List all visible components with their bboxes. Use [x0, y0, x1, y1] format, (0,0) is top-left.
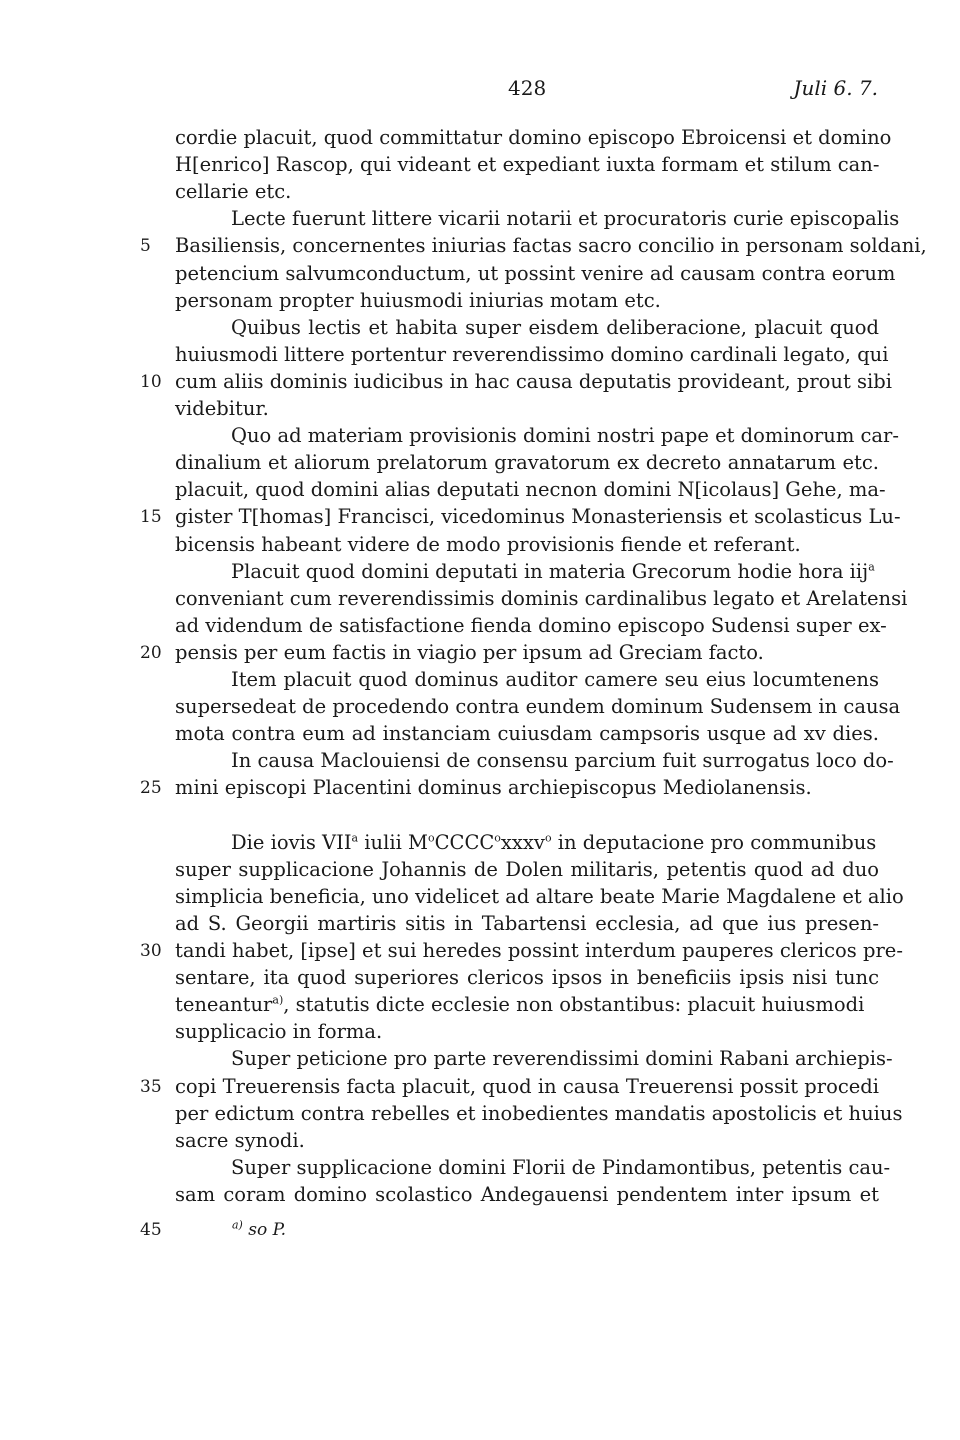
text-line	[175, 260, 896, 288]
line-number: 5	[140, 236, 151, 257]
text-line	[175, 341, 889, 369]
text-line	[175, 1181, 879, 1209]
superscript: a	[868, 560, 875, 574]
superscript: a	[351, 831, 359, 845]
text-segment: personam propter huiusmodi iniurias motam etc.	[175, 288, 661, 312]
text-segment: ad videndum de satisfactione fienda domino episcopo Sudensi super ex-	[175, 613, 887, 637]
footnote-marker: a)	[232, 1218, 243, 1232]
text-segment: tandi habet, [ipse] et sui heredes possint interdum pauperes clericos pre-	[175, 939, 903, 962]
text-line	[175, 1127, 879, 1155]
superscript: o	[427, 831, 435, 845]
text-line	[175, 720, 879, 748]
text-line	[175, 558, 879, 586]
superscript: o	[544, 831, 552, 845]
text-segment: Quibus lectis et habita super eisdem deliberacione, placuit quod	[231, 315, 879, 339]
text-line	[175, 585, 908, 613]
text-segment: in deputacione pro communibus	[551, 830, 877, 854]
text-segment: bicensis habeant videre de modo provisionis fiende et referant.	[175, 532, 801, 556]
text-line	[175, 232, 927, 260]
running-head: Juli 6. 7.	[793, 76, 878, 100]
page-number: 428	[508, 76, 547, 100]
text-line	[175, 368, 892, 396]
text-segment: dinalium et aliorum prelatorum gravatorum ex decreto annatarum etc.	[175, 451, 879, 475]
text-line	[175, 422, 899, 450]
text-line	[175, 1154, 891, 1182]
text-line	[175, 612, 887, 640]
text-segment: Super peticione pro parte reverendissimi domini Rabani archiepis-	[231, 1047, 893, 1071]
footnote-text	[232, 1216, 286, 1244]
line-number: 35	[140, 1076, 162, 1097]
text-segment: cellarie etc.	[175, 180, 292, 204]
text-line	[175, 829, 879, 857]
text-segment: iulii M	[358, 830, 428, 854]
text-segment: xxxv	[500, 830, 545, 854]
text-line	[175, 639, 879, 667]
text-line	[175, 449, 879, 477]
text-line	[175, 1100, 903, 1128]
line-number: 30	[140, 941, 162, 961]
text-segment: sam coram domino scolastico Andegauensi pendentem inter ipsum et	[175, 1182, 879, 1206]
text-segment: CCCC	[434, 830, 495, 854]
line-number: 20	[140, 642, 162, 663]
text-line	[175, 1018, 879, 1046]
line-number: 15	[140, 507, 162, 528]
text-segment: supplicacio in forma.	[175, 1020, 383, 1044]
text-segment: per edictum contra rebelles et inobedientes mandatis apostolicis et huius	[175, 1101, 903, 1125]
footnote-line-number: 45	[140, 1220, 162, 1240]
text-line	[175, 910, 879, 938]
text-segment: In causa Maclouiensi de consensu parcium fuit surrogatus loco do-	[231, 749, 894, 773]
text-segment: placuit, quod domini alias deputati necnon domini N[icolaus] Gehe, ma-	[175, 478, 886, 502]
superscript: o	[494, 831, 501, 845]
footnote-body: so P.	[242, 1220, 287, 1240]
text-segment: simplicia beneficia, uno videlicet ad altare beate Marie Magdalene et alio	[175, 884, 904, 908]
text-segment: huiusmodi littere portentur reverendissimo domino cardinali legato, qui	[175, 342, 889, 366]
text-line	[175, 1045, 893, 1073]
text-segment: copi Treuerensis facta placuit, quod in causa Treuerensi possit procedi	[175, 1074, 879, 1098]
text-segment: mota contra eum ad instanciam cuiusdam campsoris usque ad xv dies.	[175, 722, 879, 746]
text-line	[175, 774, 879, 802]
text-segment: H[enrico] Rascop, qui videant et expediant iuxta formam et stilum can-	[175, 153, 880, 177]
page-header	[0, 76, 960, 104]
text-segment: conveniant cum reverendissimis dominis cardinalibus legato et Arelatensi	[175, 586, 908, 610]
text-line	[175, 693, 901, 721]
text-line	[175, 531, 879, 559]
text-line	[175, 964, 879, 992]
text-segment: , statutis dicte ecclesie non obstantibus: placuit huiusmodi	[283, 993, 865, 1017]
text-segment: Super supplicacione domini Florii de Pindamontibus, petentis cau-	[231, 1155, 891, 1179]
text-segment: Basiliensis, concernentes iniurias factas sacro concilio in personam soldani,	[175, 234, 927, 258]
text-line	[175, 287, 879, 315]
text-line	[175, 395, 879, 423]
text-line	[175, 476, 886, 504]
text-segment: cum aliis dominis iudicibus in hac causa deputatis provideant, prout sibi	[175, 369, 892, 393]
line-number: 25	[140, 778, 162, 799]
text-line	[175, 747, 894, 775]
text-line	[175, 1073, 879, 1101]
text-segment: sentare, ita quod superiores clericos ipsos in beneficiis ipsis nisi tunc	[175, 966, 879, 990]
text-line	[175, 314, 879, 342]
text-segment: Placuit quod domini deputati in materia Grecorum hodie hora iij	[231, 559, 869, 583]
text-line	[175, 503, 901, 531]
text-segment: Item placuit quod dominus auditor camere seu eius locumtenens	[231, 668, 879, 691]
text-segment: mini episcopi Placentini dominus archiepiscopus Mediolanensis.	[175, 776, 812, 800]
text-line	[175, 124, 892, 152]
text-line	[175, 883, 904, 911]
text-line	[175, 802, 879, 830]
text-line	[175, 856, 879, 884]
text-line	[175, 666, 879, 694]
text-segment: cordie placuit, quod committatur domino episcopo Ebroicensi et domino	[175, 126, 892, 149]
text-segment: gister T[homas] Francisci, vicedominus Monasteriensis et scolasticus Lu-	[175, 505, 901, 529]
text-segment: Lecte fuerunt littere vicarii notarii et procuratoris curie episcopalis	[231, 207, 900, 231]
text-segment: supersedeat de procedendo contra eundem dominum Sudensem in causa	[175, 695, 901, 719]
text-segment: ad S. Georgii martiris sitis in Tabartensi ecclesia, ad que ius presen-	[175, 911, 879, 935]
text-line	[175, 178, 879, 206]
text-segment: teneantur	[175, 993, 273, 1017]
text-line	[175, 205, 900, 233]
line-number: 10	[140, 371, 162, 392]
text-segment: super supplicacione Johannis de Dolen militaris, petentis quod ad duo	[175, 857, 879, 881]
text-segment: petencium salvumconductum, ut possint venire ad causam contra eorum	[175, 261, 896, 285]
text-segment: Die iovis VII	[231, 830, 352, 854]
footnote	[0, 1216, 960, 1244]
text-line	[175, 151, 879, 179]
text-segment: pensis per eum factis in viagio per ipsum ad Greciam facto.	[175, 640, 764, 664]
text-segment: sacre synodi.	[175, 1128, 305, 1152]
superscript: a)	[272, 993, 284, 1007]
text-line	[175, 991, 879, 1019]
text-line	[175, 937, 903, 965]
text-segment: Quo ad materiam provisionis domini nostri pape et dominorum car-	[231, 424, 899, 448]
text-segment: videbitur.	[175, 397, 269, 420]
